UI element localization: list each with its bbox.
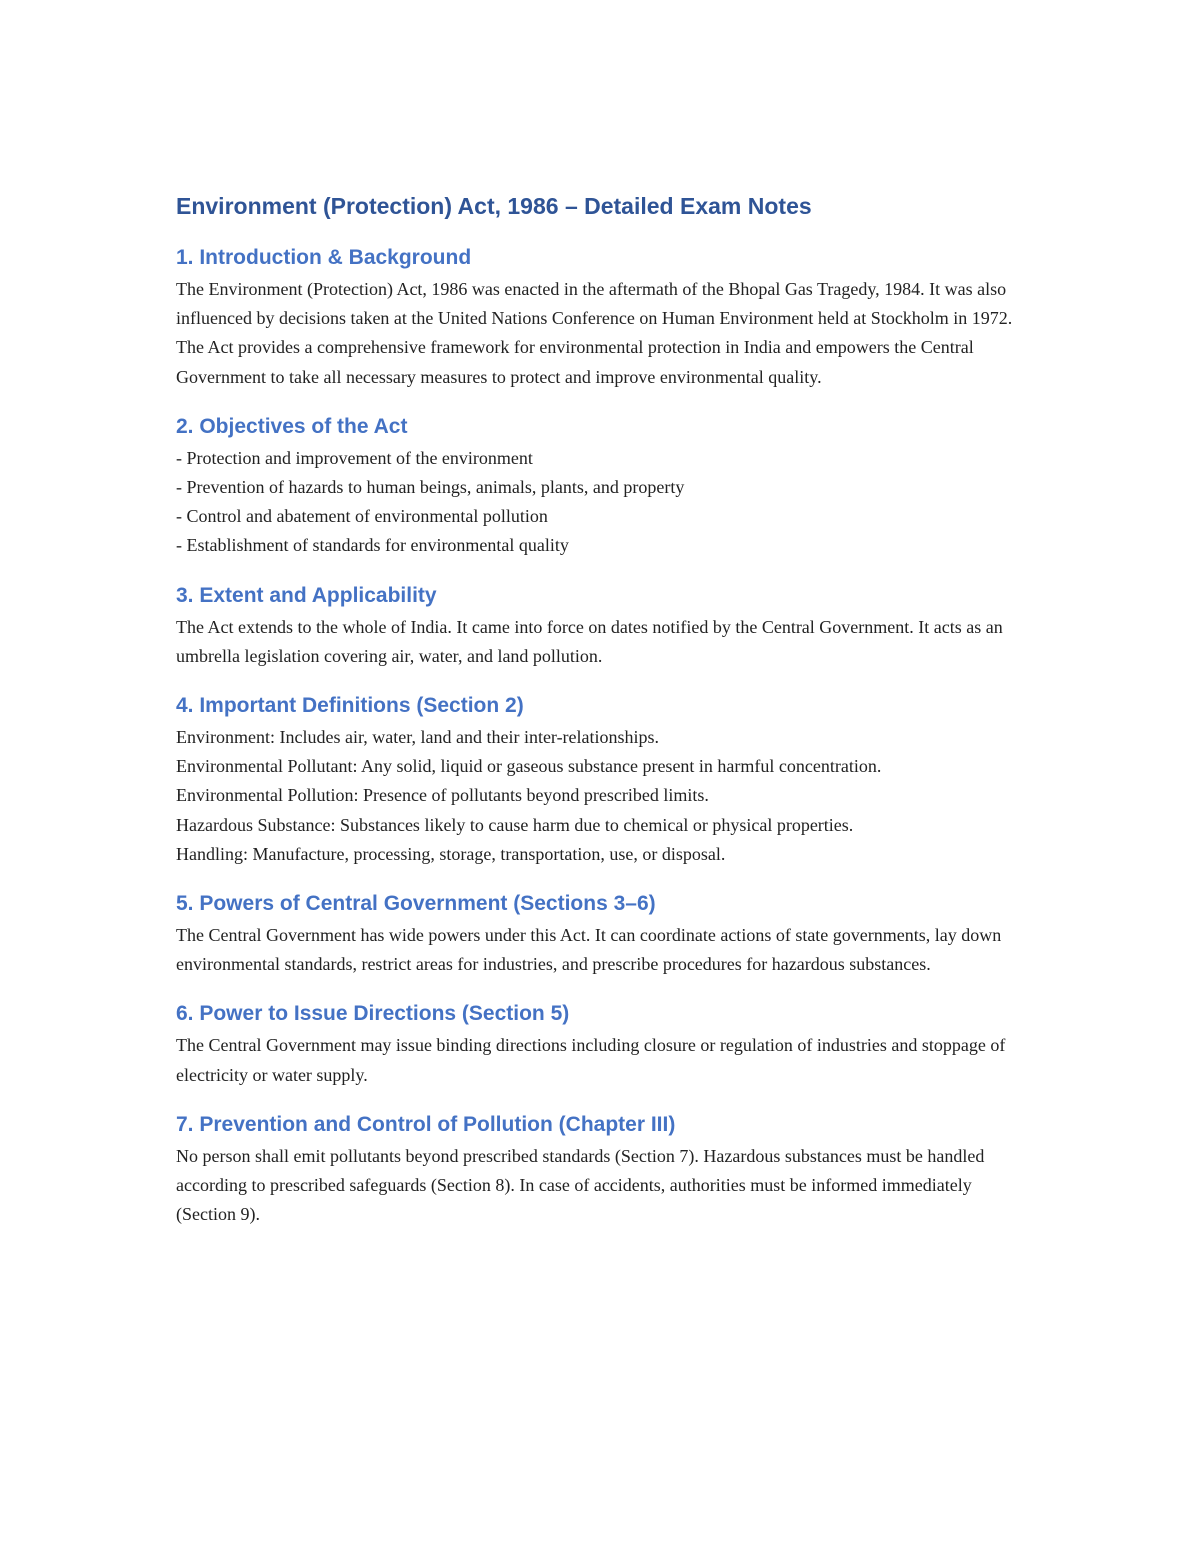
section-prevention-control — [176, 1110, 1036, 1230]
section-heading: 3. Extent and Applicability — [176, 583, 437, 607]
list-item: - Protection and improvement of the environment — [176, 447, 533, 468]
definition-item: Environmental Pollution: Presence of pollutants beyond prescribed limits. — [176, 785, 709, 806]
section-heading: 6. Power to Issue Directions (Section 5) — [176, 1002, 570, 1026]
section-paragraph: No person shall emit pollutants beyond prescribed standards (Section 7). Hazardous substances must be handled according to prescribed safeguards (Section 8). In case of accidents, authorities must be informed immediately (Section 9). — [176, 1145, 985, 1225]
section-paragraph: The Central Government has wide powers under this Act. It can coordinate actions of state governments, lay down environmental standards, restrict areas for industries, and prescribe procedures for hazardous substances. — [176, 925, 1002, 975]
definition-item: Handling: Manufacture, processing, storage, transportation, use, or disposal. — [176, 843, 726, 864]
section-paragraph: The Environment (Protection) Act, 1986 was enacted in the aftermath of the Bhopal Gas Tragedy, 1984. It was also influenced by decisions taken at the United Nations Conference on Human Environment held at Stockholm in 1972. The Act provides a comprehensive framework for environmental protection in India and empowers the Central Government to take all necessary measures to protect and improve environmental quality. — [176, 279, 1013, 387]
list-item: - Establishment of standards for environmental quality — [176, 535, 569, 556]
section-issue-directions — [176, 999, 1036, 1089]
section-paragraph: The Central Government may issue binding directions including closure or regulation of industries and stoppage of electricity or water supply. — [176, 1035, 1006, 1085]
section-central-government-powers — [176, 889, 1036, 979]
list-item: - Prevention of hazards to human beings, animals, plants, and property — [176, 477, 685, 498]
section-definitions — [176, 691, 1036, 869]
section-heading: 7. Prevention and Control of Pollution (Chapter III) — [176, 1112, 676, 1136]
definition-item: Hazardous Substance: Substances likely to cause harm due to chemical or physical properties. — [176, 814, 854, 835]
document-title: Environment (Protection) Act, 1986 – Detailed Exam Notes — [176, 193, 812, 219]
list-item: - Control and abatement of environmental pollution — [176, 506, 548, 527]
section-extent — [176, 581, 1036, 671]
section-heading: 2. Objectives of the Act — [176, 414, 408, 438]
definition-item: Environmental Pollutant: Any solid, liquid or gaseous substance present in harmful concentration. — [176, 756, 882, 777]
section-objectives — [176, 412, 1036, 561]
definitions-list — [176, 723, 1036, 869]
section-heading: 5. Powers of Central Government (Sections 3–6) — [176, 892, 656, 916]
section-introduction — [176, 243, 1036, 392]
objectives-list — [176, 444, 1036, 561]
section-heading: 1. Introduction & Background — [176, 246, 472, 269]
section-paragraph: The Act extends to the whole of India. It came into force on dates notified by the Central Government. It acts as an umbrella legislation covering air, water, and land pollution. — [176, 616, 1003, 666]
section-heading: 4. Important Definitions (Section 2) — [176, 694, 524, 718]
definition-item: Environment: Includes air, water, land and their inter-relationships. — [176, 727, 660, 748]
document-body — [176, 190, 1036, 1249]
